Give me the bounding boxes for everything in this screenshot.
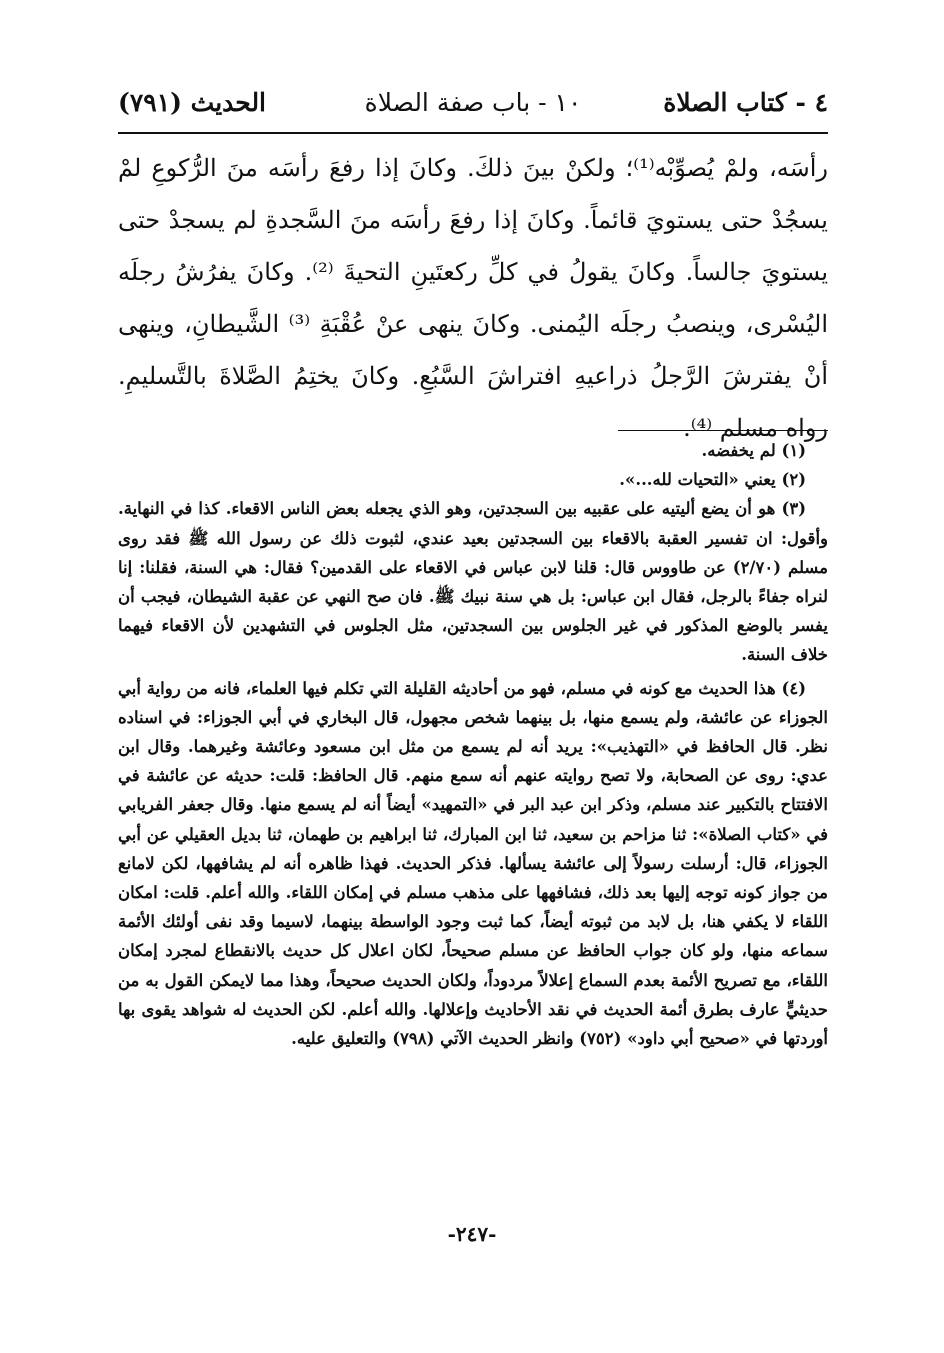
footnote-separator [618,430,828,431]
header-rule [118,132,828,134]
header-chapter-title: ١٠ - باب صفة الصلاة [364,88,582,117]
main-paragraph: رأسَه، ولمْ يُصوِّبْه⁽¹⁾؛ ولكنْ بينَ ذلكَ. وكانَ إذا رفعَ رأسَه منَ الرُّكوعِ لمْ يسجُدْ حتى يستويَ قائماً. وكانَ إذا رفعَ رأسَه منَ السَّجدةِ لم يسجدْ حتى يستويَ جالساً. وكانَ يقولُ في كلِّ ركعتَينِ التحيةَ ⁽²⁾. وكانَ يفرُشُ رجلَه اليُسْرى، وينصبُ رجلَه اليُمنى. وكانَ ينهى عنْ عُقْبَةِ ⁽³⁾ الشَّيطانِ، وينهى أنْ يفترشَ الرَّجلُ ذراعيهِ افتراشَ السَّبُعِ. وكانَ يختِمُ الصَّلاةَ بالتَّسليمِ. رواه مسلم ⁽⁴⁾. [118,154,828,442]
page-number: -٢٤٧- [447,1222,497,1246]
footnote-3: (٣) هو أن يضع أليتيه على عقبيه بين السجدتين، وهو الذي يجعله بعض الناس الاقعاء. كذا في النهاية. وأقول: ان تفسير العقبة بالاقعاء بين السجدتين بعيد عندي، لثبوت ذلك عن رسول الله ﷺ فقد روى مسلم (٢/٧٠) عن طاووس قال: قلنا لابن عباس في الاقعاء على القدمين؟ فقال: هي السنة، فقلنا: إنا لنراه جفاءً بالرجل، فقال ابن عباس: بل هي سنة نبيك ﷺ. فان صح النهي عن عقبة الشيطان، فيجب أن يفسر بالوضع المذكور في غير الجلوس بين السجدتين، مثل الجلوس في التشهدين لأن الاقعاء فيهما خلاف السنة. [118,499,828,665]
header-book-title: ٤ - كتاب الصلاة [663,88,828,117]
header-hadith-number: الحديث (٧٩١) [118,88,267,117]
hadith-main-text [118,142,828,454]
footnote-1: (١) لم يخفضه. [701,441,806,460]
footnote-4: (٤) هذا الحديث مع كونه في مسلم، فهو من أحاديثه القليلة التي تكلم فيها العلماء، فانه من رواية أبي الجوزاء عن عائشة، ولم يسمع منها، بل بينهما شخص مجهول، قال البخاري في أبي الجوزاء: في اسناده نظر. قال الحافظ في «التهذيب»: يريد أنه لم يسمع من مثل ابن مسعود وعائشة وغيرهما. وقال ابن عدي: روى عن الصحابة، ولا تصح روايته عنهم أنه سمع منهم. قال الحافظ: قلت: حديثه عن عائشة في الافتتاح بالتكبير عند مسلم، وذكر ابن عبد البر في «التمهيد» أيضاً أنه لم يسمع منها. وقال جعفر الفريابي في «كتاب الصلاة»: ثنا مزاحم بن سعيد، ثنا ابن المبارك، ثنا ابراهيم بن طهمان، ثنا بديل العقيلي عن أبي الجوزاء، قال: أرسلت رسولاً إلى عائشة يسألها. فذكر الحديث. فهذا ظاهره أنه لم يشافهها، لكن لامانع من جواز كونه توجه إليها بعد ذلك، فشافهها على مذهب مسلم في إمكان اللقاء. والله أعلم. قلت: امكان اللقاء لا يكفي هنا، بل لابد من ثبوته أيضاً، كما ثبت وجود الواسطة بينهما، لاسيما وقد نفى أولئك الأئمة سماعه منها، ولو كان جواب الحافظ عن مسلم صحيحاً، لكان اعلال كل حديث بالانقطاع لمجرد إمكان اللقاء، مع تصريح الأئمة بعدم السماع إعلالاً مردوداً، ولكان الحديث صحيحاً، وهذا مما لايمكن القول به من حديثيٍّ عارف بطرق أئمة الحديث في نقد الأحاديث وإعلالها. والله أعلم. لكن الحديث له شواهد يقوى بها أوردتها في «صحيح أبي داود» (٧٥٢) وانظر الحديث الآتي (٧٩٨) والتعليق عليه. [118,678,828,1049]
footnotes [118,436,828,1053]
running-header [118,88,828,132]
footnote-2: (٢) يعني «التحيات لله...». [619,470,806,490]
